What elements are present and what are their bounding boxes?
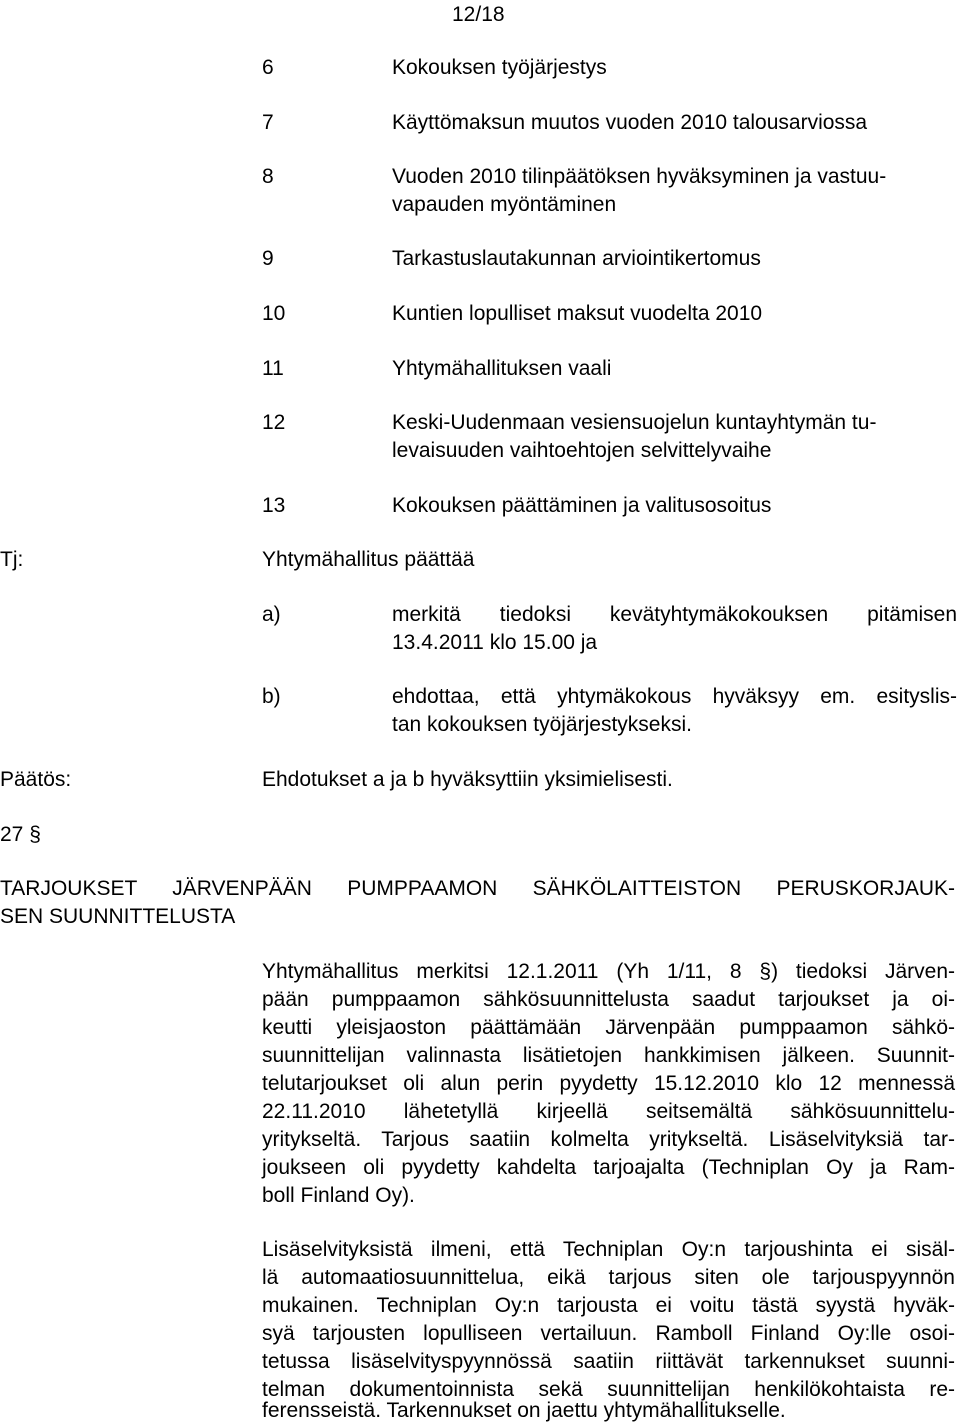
agenda-item-text: Vuoden 2010 tilinpäätöksen hyväksyminen ja vastuu- [392, 165, 887, 188]
paragraph-line: boll Finland Oy). [262, 1184, 415, 1207]
agenda-item-text: Tarkastuslautakunnan arviointikertomus [392, 247, 761, 270]
agenda-item-number: 6 [262, 56, 274, 79]
paragraph-line: 22.11.2010 lähetetyllä kirjeellä seitsemältä sähkösuunnittelu- [262, 1100, 955, 1123]
proposal-item-text-cont: 13.4.2011 klo 15.00 ja [392, 631, 598, 654]
paragraph-line: pään pumppaamon sähkösuunnittelusta saadut tarjoukset ja oi- [262, 988, 955, 1011]
paragraph-line: telman dokumentoinnista sekä suunnittelijan henkilökohtaista re- [262, 1378, 955, 1401]
agenda-item-text: Kokouksen päättäminen ja valitusosoitus [392, 494, 772, 517]
agenda-item-text-cont: vapauden myöntäminen [392, 193, 617, 216]
agenda-item-number: 7 [262, 111, 274, 134]
proposal-item-text: merkitä tiedoksi kevätyhtymäkokouksen pitämisen [392, 603, 957, 626]
paragraph-line: yritykseltä. Tarjous saatiin kolmelta yritykseltä. Lisäselvityksiä tar- [262, 1128, 955, 1151]
paragraph-line: ferensseistä. Tarkennukset on jaettu yhtymähallitukselle. [262, 1399, 786, 1422]
agenda-item-number: 11 [262, 357, 284, 380]
section-title-cont: SEN SUUNNITTELUSTA [0, 905, 236, 928]
paragraph-line: telutarjoukset oli alun perin pyydetty 15.12.2010 klo 12 mennessä [262, 1072, 955, 1095]
proposal-item-text-cont: tan kokouksen työjärjestykseksi. [392, 713, 692, 736]
agenda-item-text: Käyttömaksun muutos vuoden 2010 talousarviossa [392, 111, 868, 134]
agenda-item-text-cont: levaisuuden vaihtoehtojen selvittelyvaihe [392, 439, 772, 462]
agenda-item-number: 12 [262, 411, 286, 434]
proposal-item-marker: b) [262, 685, 281, 708]
agenda-item-text: Keski-Uudenmaan vesiensuojelun kuntayhtymän tu- [392, 411, 877, 434]
agenda-item-number: 8 [262, 165, 274, 188]
paragraph-line: keutti yleisjaoston päättämään Järvenpään pumppaamon sähkö- [262, 1016, 955, 1039]
section-number: 27 § [0, 823, 41, 846]
paragraph-line: suunnittelijan valinnasta lisätietojen hankkimisen jälkeen. Suunnit- [262, 1044, 955, 1067]
paragraph-line: Yhtymähallitus merkitsi 12.1.2011 (Yh 1/11, 8 §) tiedoksi Järven- [262, 960, 955, 983]
agenda-item-text: Kuntien lopulliset maksut vuodelta 2010 [392, 302, 763, 325]
agenda-item-number: 9 [262, 247, 274, 270]
section-title: TARJOUKSET JÄRVENPÄÄN PUMPPAAMON SÄHKÖLAITTEISTON PERUSKORJAUK- [0, 877, 955, 900]
paragraph-line: syä tarjousten lopulliseen vertailuun. Ramboll Finland Oy:lle osoi- [262, 1322, 955, 1345]
agenda-item-number: 10 [262, 302, 286, 325]
proposal-intro: Yhtymähallitus päättää [262, 548, 475, 571]
agenda-item-text: Kokouksen työjärjestys [392, 56, 607, 79]
page-number: 12/18 [452, 3, 505, 26]
proposal-label: Tj: [0, 548, 24, 571]
proposal-item-marker: a) [262, 603, 281, 626]
paragraph-line: tetussa lisäselvityspyynnössä saatiin riittävät tarkennukset suunni- [262, 1350, 955, 1373]
paragraph-line: joukseen oli pyydetty kahdelta tarjoajalta (Techniplan Oy ja Ram- [262, 1156, 955, 1179]
decision-text: Ehdotukset a ja b hyväksyttiin yksimielisesti. [262, 768, 673, 791]
proposal-item-text: ehdottaa, että yhtymäkokous hyväksyy em. esityslis- [392, 685, 957, 708]
agenda-item-number: 13 [262, 494, 286, 517]
paragraph-line: Lisäselvityksistä ilmeni, että Techniplan Oy:n tarjoushinta ei sisäl- [262, 1238, 955, 1261]
decision-label: Päätös: [0, 768, 72, 791]
agenda-item-text: Yhtymähallituksen vaali [392, 357, 612, 380]
paragraph-line: lä automaatiosuunnittelua, eikä tarjous siten ole tarjouspyynnön [262, 1266, 955, 1289]
paragraph-line: mukainen. Techniplan Oy:n tarjousta ei voitu tästä syystä hyväk- [262, 1294, 955, 1317]
